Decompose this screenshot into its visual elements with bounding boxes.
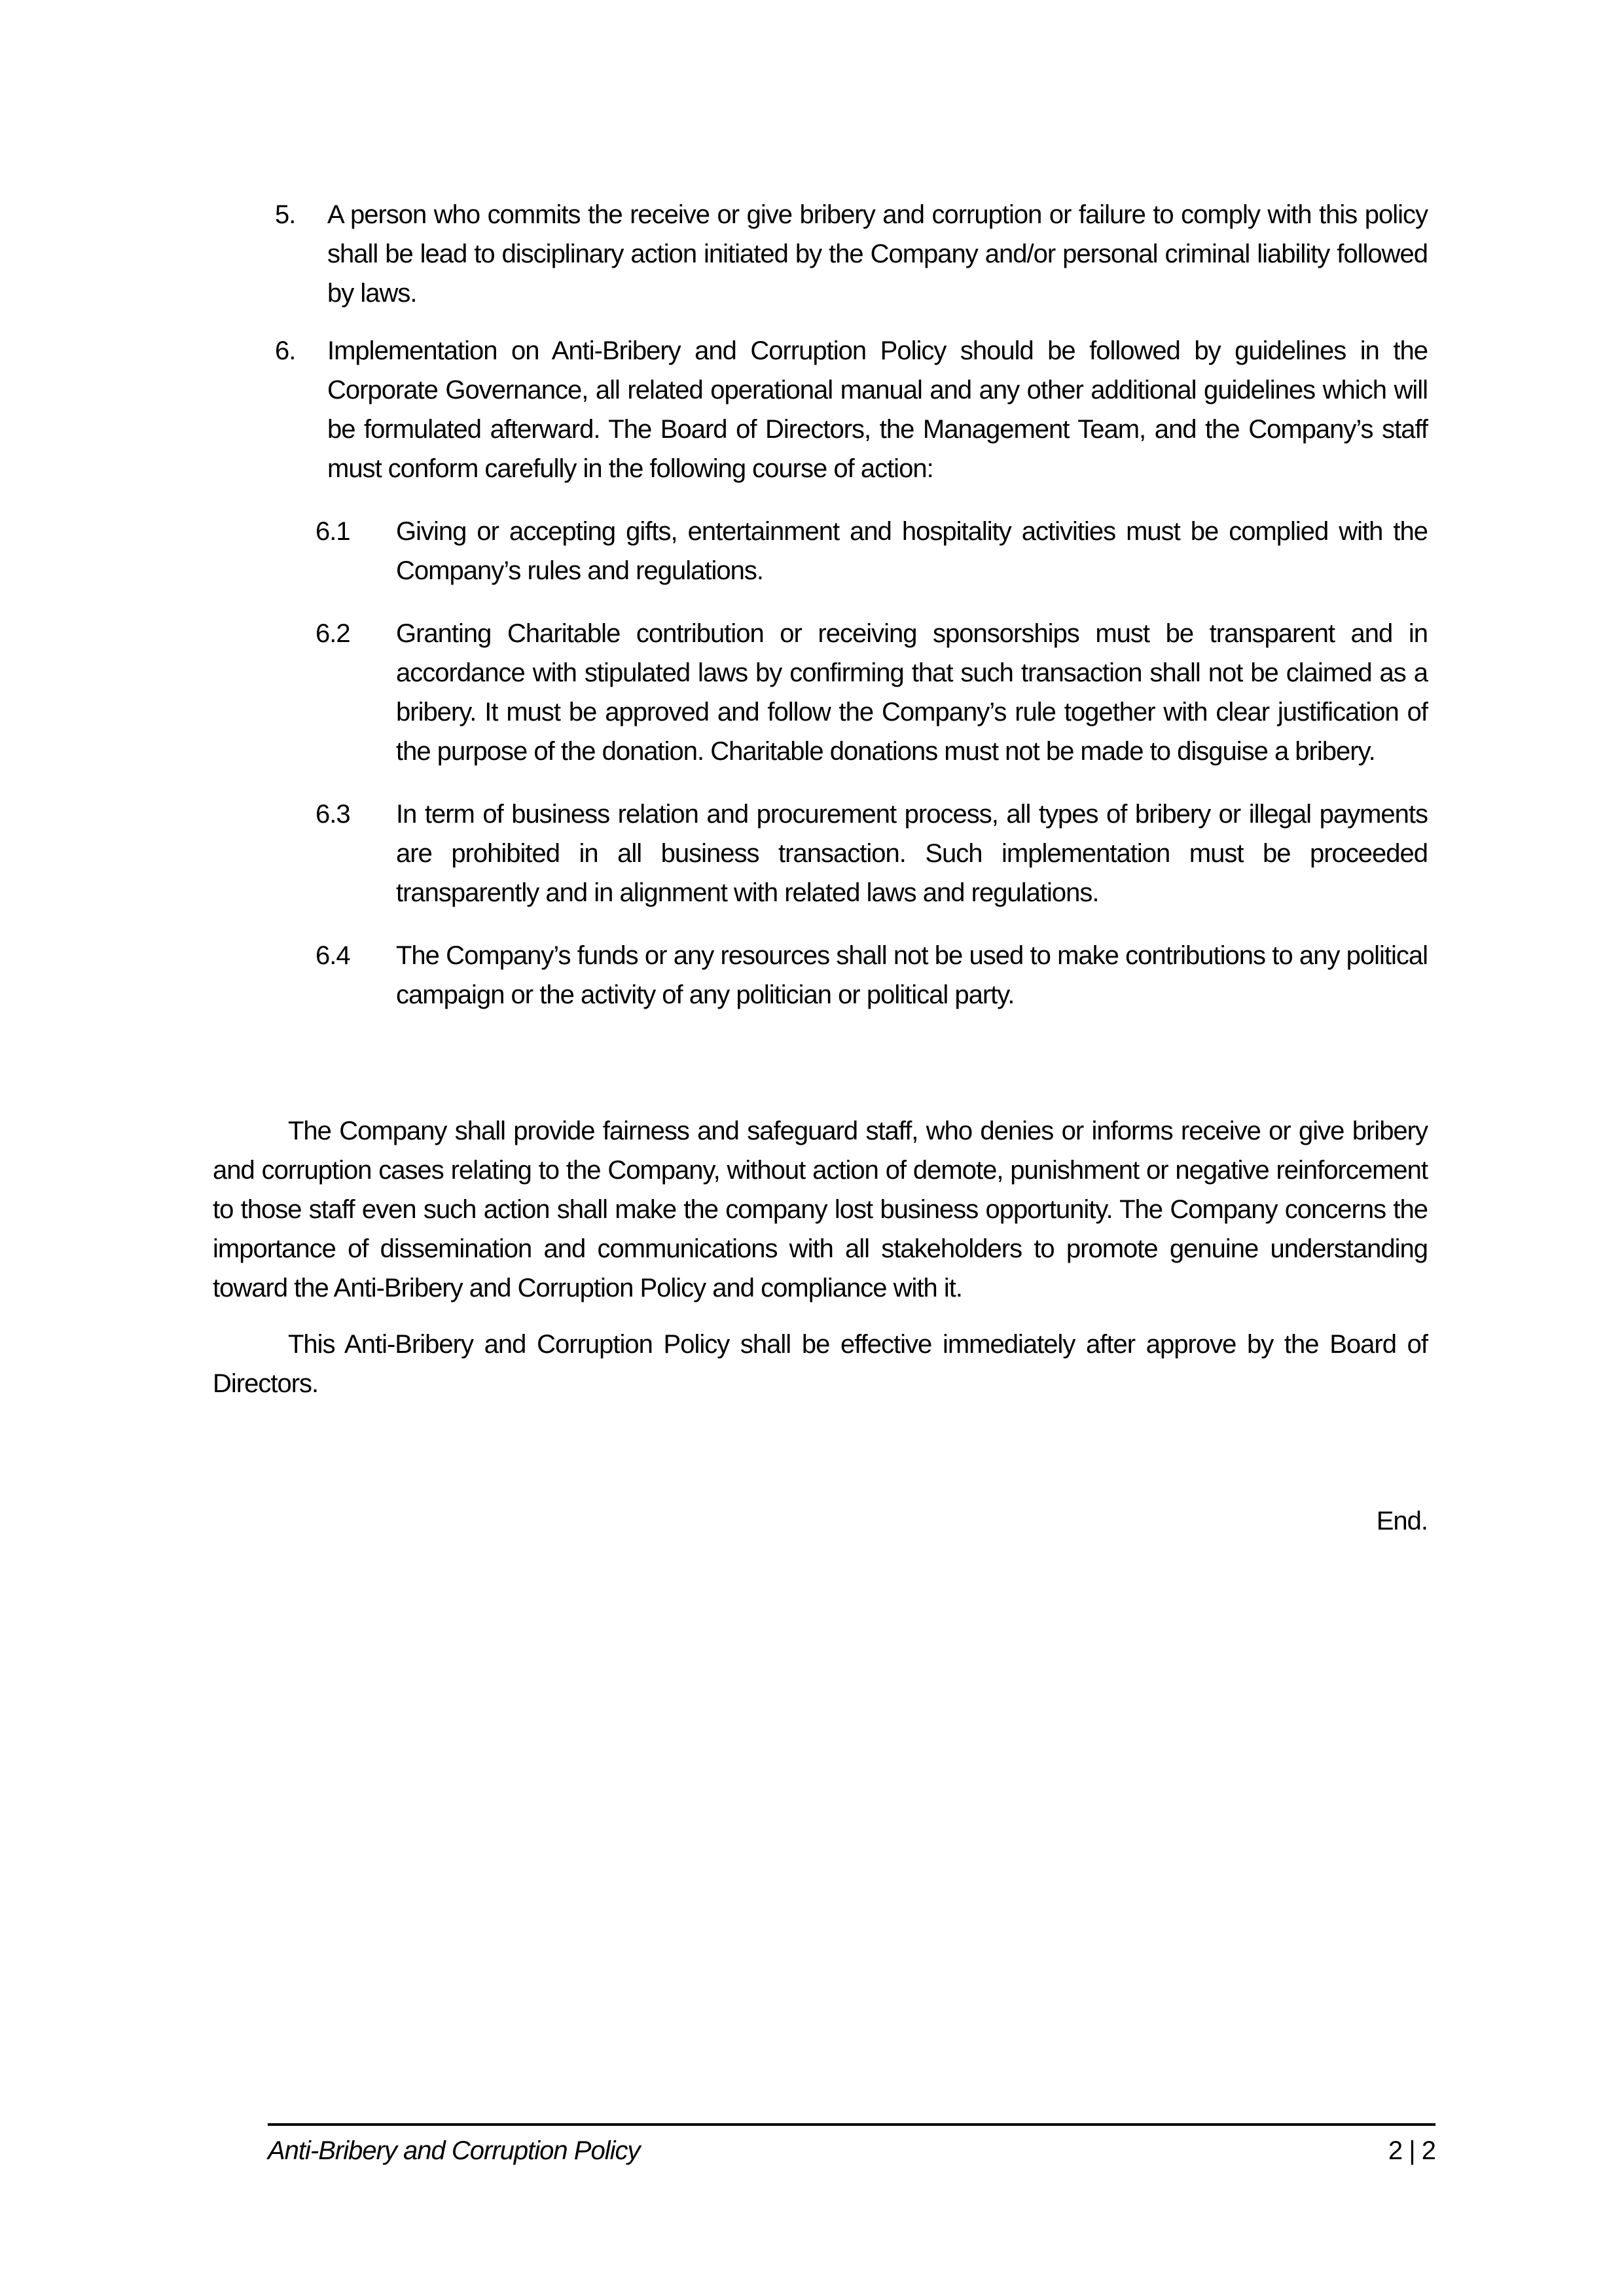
closing-paragraph-1: The Company shall provide fairness and safeguard staff, who denies or informs receive or give bribery and corruption cases relating to the Company, without action of demote, punishment or negative reinforcement to those staff even such action shall make the company lost business opportunity. The Company concerns the importance of dissemination and communications with all stakeholders to promote genuine understanding toward the Anti-Bribery and Corruption Policy and compliance with it. [213, 1117, 1428, 1302]
document-body [213, 195, 1428, 1541]
end-label: End. [1376, 1507, 1428, 1535]
sub-item-6-2-text: Granting Charitable contribution or receiving sponsorships must be transparent and in accordance with stipulated laws by confirming that such transaction shall not be claimed as a bribery. It must be approved and follow the Company’s rule together with clear justification of the purpose of the donation. Charitable donations must not be made to disguise a bribery. [396, 619, 1428, 766]
sub-item-6-4-number: 6.4 [316, 941, 350, 970]
page-footer [268, 2123, 1435, 2166]
list-item-6 [213, 331, 1428, 488]
sub-item-6-1-text: Giving or accepting gifts, entertainment and hospitality activities must be complied with the Company’s rules and regulations. [396, 517, 1428, 585]
list-item-5-number: 5. [275, 200, 296, 229]
sub-item-6-2-number: 6.2 [316, 619, 350, 648]
list-item-5-text: A person who commits the receive or give bribery and corruption or failure to comply with this policy shall be lead to disciplinary action initiated by the Company and/or personal criminal liability followed by laws. [327, 200, 1428, 308]
footer-page-number: 2 | 2 [1388, 2136, 1435, 2165]
footer-document-title: Anti-Bribery and Corruption Policy [268, 2136, 640, 2165]
list-item-5 [213, 195, 1428, 313]
closing-paragraph-2: This Anti-Bribery and Corruption Policy shall be effective immediately after approve by the Board of Directors. [213, 1330, 1428, 1398]
list-item-6-text: Implementation on Anti-Bribery and Corruption Policy should be followed by guidelines in the Corporate Governance, all related operational manual and any other additional guidelines which will be formulated afterward. The Board of Directors, the Management Team, and the Company’s staff must conform carefully in the following course of action: [327, 336, 1428, 483]
sub-item-6-4 [213, 936, 1428, 1014]
sub-item-6-4-text: The Company’s funds or any resources shall not be used to make contributions to any political campaign or the activity of any politician or political party. [396, 941, 1428, 1009]
list-item-6-number: 6. [275, 336, 296, 365]
sub-item-6-2 [213, 614, 1428, 771]
sub-item-6-1-number: 6.1 [316, 517, 350, 546]
sub-item-6-3-text: In term of business relation and procurement process, all types of bribery or illegal payments are prohibited in all business transaction. Such implementation must be proceeded transparently and in alignment with related laws and regulations. [396, 800, 1428, 907]
sub-item-6-1 [213, 512, 1428, 590]
sub-item-6-3 [213, 795, 1428, 912]
sub-item-6-3-number: 6.3 [316, 800, 350, 829]
